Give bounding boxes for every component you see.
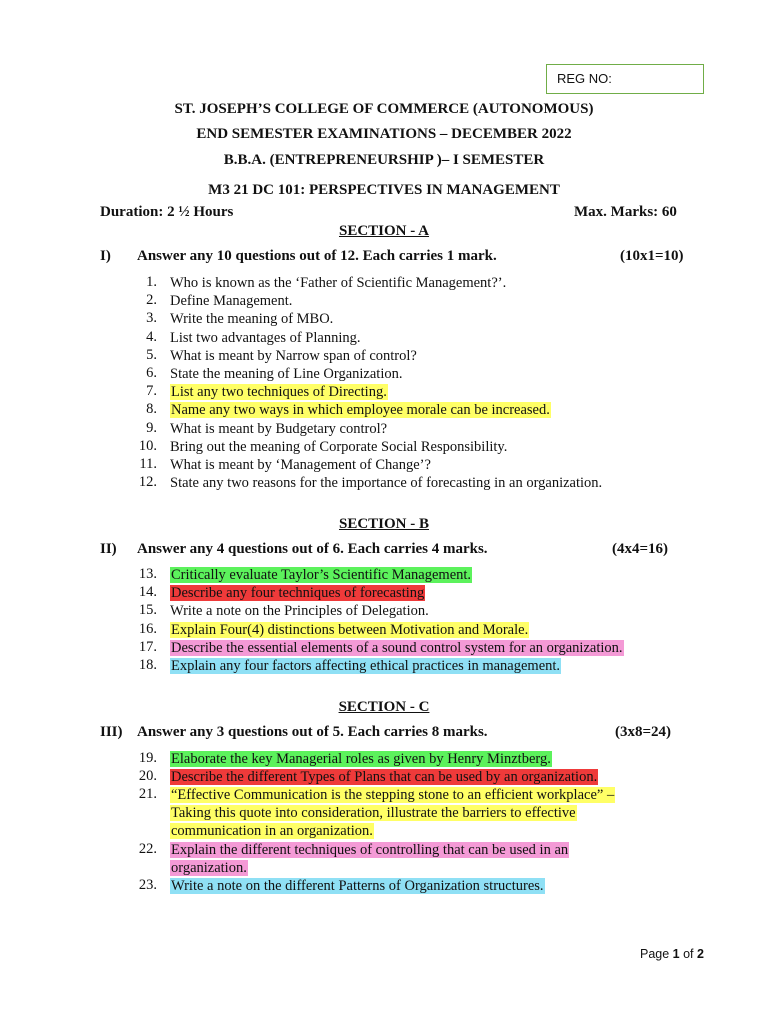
highlighted-text: organization.: [171, 860, 247, 876]
text: Write a note on the Principles of Delegation.: [170, 603, 429, 620]
reg-no-label: REG NO:: [557, 71, 612, 86]
duration: Duration: 2 ½ Hours: [100, 204, 234, 220]
highlighted-text: List any two techniques of Directing.: [171, 384, 387, 401]
question-number: 12.: [138, 474, 157, 491]
section-b-title: SECTION - B: [338, 516, 430, 532]
highlighted-text: Critically evaluate Taylor’s Scientific Management.: [171, 567, 472, 583]
question-text: [170, 401, 551, 419]
text: What is meant by ‘Management of Change’?: [170, 457, 431, 473]
question-text: [170, 456, 431, 474]
page-current: 1: [672, 947, 680, 961]
question-text: [170, 438, 507, 456]
question-text: [170, 877, 545, 895]
question-number: 9.: [146, 419, 157, 436]
question-text: [170, 584, 425, 602]
question-number: 7.: [146, 383, 157, 400]
question-text: [170, 750, 552, 768]
text: State the meaning of Line Organization.: [170, 366, 403, 382]
text: List two advantages of Planning.: [170, 329, 361, 346]
question-number: 23.: [138, 877, 157, 894]
question-text: [170, 639, 624, 657]
question-number: 18.: [138, 657, 157, 673]
course-title: B.B.A. (ENTREPRENEURSHIP )– I SEMESTER: [223, 152, 545, 168]
question-number: 19.: [138, 750, 157, 766]
paper-title: M3 21 DC 101: PERSPECTIVES IN MANAGEMENT: [208, 182, 560, 198]
question-number: 8.: [146, 401, 157, 418]
question-number: 22.: [138, 841, 157, 857]
highlighted-text: Elaborate the key Managerial roles as given by Henry Minztberg.: [171, 751, 551, 767]
question-number: 16.: [138, 620, 157, 637]
text: Write the meaning of MBO.: [170, 311, 334, 328]
highlighted-text: Explain Four(4) distinctions between Motivation and Morale.: [171, 621, 529, 638]
question-number: 1.: [146, 274, 157, 290]
highlighted-text: Describe the essential elements of a sound control system for an organization.: [171, 639, 623, 656]
section-a-instruction: Answer any 10 questions out of 12. Each carries 1 mark.: [137, 248, 497, 264]
text: Define Management.: [170, 293, 293, 310]
question-text: [170, 768, 598, 786]
question-text: [170, 602, 429, 620]
highlighted-text: Taking this quote into consideration, illustrate the barriers to effective: [171, 805, 576, 822]
text: What is meant by Narrow span of control?: [170, 347, 417, 364]
question-text: [170, 347, 417, 365]
text: What is meant by Budgetary control?: [170, 420, 388, 437]
question-text: [170, 822, 374, 840]
section-c-roman: III): [100, 724, 123, 740]
question-text: [170, 621, 529, 639]
highlighted-text: Name any two ways in which employee morale can be increased.: [171, 402, 550, 419]
section-c-title: SECTION - C: [338, 699, 430, 715]
highlighted-text: “Effective Communication is the stepping stone to an efficient workplace” –: [171, 787, 615, 804]
section-c-marks: (3x8=24): [615, 724, 672, 740]
question-number: 13.: [138, 566, 157, 582]
exam-title: END SEMESTER EXAMINATIONS – DECEMBER 2022: [196, 126, 572, 142]
question-text: [170, 566, 472, 584]
question-number: 5.: [146, 346, 157, 363]
question-text: [170, 786, 615, 804]
question-number: 3.: [146, 310, 157, 327]
question-number: 17.: [138, 638, 157, 655]
question-text: [170, 329, 360, 347]
highlighted-text: Describe the different Types of Plans that can be used by an organization.: [171, 769, 598, 786]
question-text: [170, 841, 569, 859]
section-b-roman: II): [100, 541, 117, 557]
section-b-marks: (4x4=16): [612, 541, 669, 557]
max-marks: Max. Marks: 60: [574, 204, 677, 220]
highlighted-text: Explain any four factors affecting ethical practices in management.: [171, 658, 561, 674]
question-text: [170, 310, 333, 328]
reg-no-box: [546, 64, 704, 94]
highlighted-text: Describe any four techniques of forecasting: [171, 585, 425, 602]
page-prefix: Page: [640, 947, 673, 961]
question-number: 15.: [138, 602, 157, 619]
text: State any two reasons for the importance of forecasting in an organization.: [170, 475, 603, 492]
college-title: ST. JOSEPH’S COLLEGE OF COMMERCE (AUTONOMOUS): [174, 101, 594, 117]
question-number: 21.: [138, 786, 157, 803]
highlighted-text: Explain the different techniques of controlling that can be used in an: [171, 842, 569, 858]
question-number: 11.: [139, 456, 157, 472]
question-number: 6.: [146, 365, 157, 381]
question-number: 2.: [146, 292, 157, 309]
section-a-marks: (10x1=10): [620, 248, 684, 264]
question-number: 10.: [138, 437, 157, 454]
question-number: 20.: [138, 768, 157, 785]
section-a-title: SECTION - A: [338, 223, 430, 239]
section-c-instruction: Answer any 3 questions out of 5. Each carries 8 marks.: [137, 724, 488, 740]
page-total: 2: [697, 947, 704, 961]
section-a-roman: I): [100, 248, 111, 264]
question-text: [170, 859, 248, 877]
page-footer: [640, 947, 704, 961]
question-text: [170, 657, 561, 675]
question-text: [170, 274, 506, 292]
question-text: [170, 804, 577, 822]
question-text: [170, 292, 292, 310]
question-number: 14.: [138, 584, 157, 601]
question-text: [170, 474, 602, 492]
text: Bring out the meaning of Corporate Social Responsibility.: [170, 438, 508, 455]
highlighted-text: communication in an organization.: [171, 823, 373, 840]
question-text: [170, 383, 388, 401]
highlighted-text: Write a note on the different Patterns of Organization structures.: [171, 878, 544, 895]
question-text: [170, 420, 387, 438]
question-number: 4.: [146, 328, 157, 345]
page-middle: of: [679, 947, 697, 961]
question-text: [170, 365, 402, 383]
section-b-instruction: Answer any 4 questions out of 6. Each carries 4 marks.: [137, 541, 488, 557]
text: Who is known as the ‘Father of Scientific Management?’.: [170, 275, 507, 291]
